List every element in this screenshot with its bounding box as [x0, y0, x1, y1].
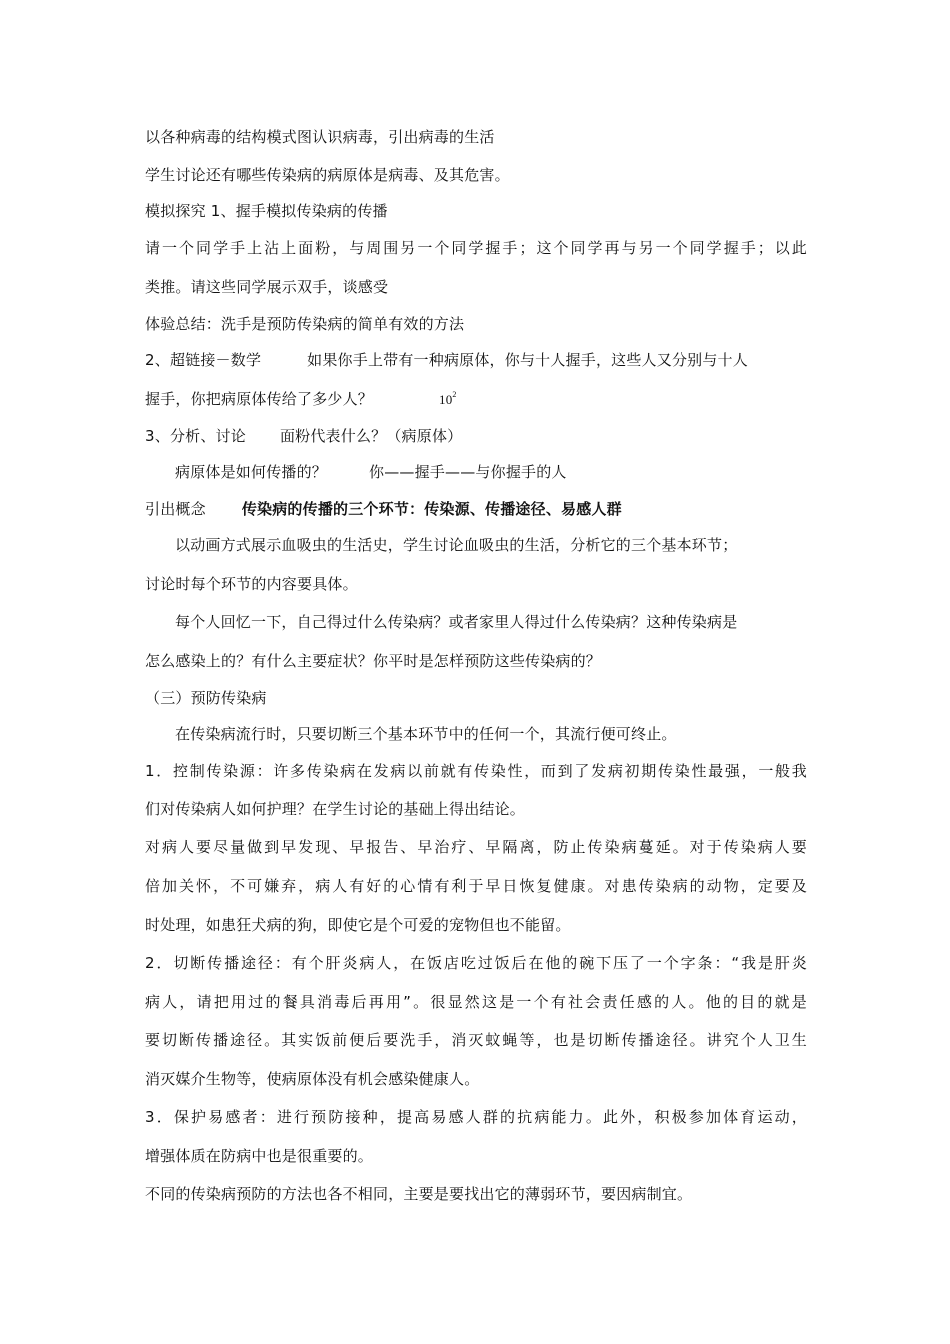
paragraph-line: 倍加关怀，不可嫌弃，病人有好的心情有利于早日恢复健康。对患传染病的动物，定要及 — [145, 877, 807, 895]
section-heading: 3、分析、讨论 — [145, 427, 246, 445]
question-text: 病原体是如何传播的？ — [175, 463, 328, 481]
paragraph-line: 学生讨论还有哪些传染病的病原体是病毒、及其危害。 — [145, 166, 510, 184]
paragraph-line: 增强体质在防病中也是很重要的。 — [145, 1147, 374, 1165]
question-text: 如果你手上带有一种病原体，你与十人握手，这些人又分别与十人 — [307, 351, 748, 369]
paragraph-line — [145, 499, 622, 519]
answer-value: $10^2$ — [439, 390, 457, 407]
question-text: 面粉代表什么？（病原体） — [279, 427, 463, 445]
paragraph-line: 1．控制传染源：许多传染病在发病以前就有传染性，而到了发病初期传染性最强，一般我 — [145, 762, 807, 780]
answer-text: 你——握手——与你握手的人 — [369, 463, 567, 481]
paragraph-line: 对病人要尽量做到早发现、早报告、早治疗、早隔离，防止传染病蔓延。对于传染病人要 — [145, 838, 807, 856]
paragraph-line: 讨论时每个环节的内容要具体。 — [145, 575, 358, 593]
paragraph-line — [145, 350, 748, 370]
question-text: 握手，你把病原体传给了多少人？ — [145, 390, 374, 408]
paragraph-line: 2．切断传播途径：有个肝炎病人，在饭店吃过饭后在他的碗下压了一个字条：“我是肝炎 — [145, 954, 807, 972]
paragraph-line: 类推。请这些同学展示双手，谈感受 — [145, 278, 389, 296]
paragraph-line — [145, 426, 462, 446]
paragraph-line: 体验总结：洗手是预防传染病的简单有效的方法 — [145, 315, 465, 333]
paragraph-line — [175, 462, 567, 482]
paragraph-line: 们对传染病人如何护理？在学生讨论的基础上得出结论。 — [145, 800, 526, 818]
paragraph-line: 请一个同学手上沾上面粉，与周围另一个同学握手；这个同学再与另一个同学握手；以此 — [145, 239, 807, 257]
paragraph-line — [145, 389, 457, 410]
concept-label: 引出概念 — [145, 500, 206, 518]
paragraph-line: 要切断传播途径。其实饭前便后要洗手，消灭蚊蝇等，也是切断传播途径。讲究个人卫生 — [145, 1031, 807, 1049]
exponent: 2 — [452, 390, 457, 399]
paragraph-line: 时处理，如患狂犬病的狗，即使它是个可爱的宠物但也不能留。 — [145, 916, 571, 934]
paragraph-line: 不同的传染病预防的方法也各不相同，主要是要找出它的薄弱环节，要因病制宜。 — [145, 1185, 693, 1203]
paragraph-line: 消灭媒介生物等，使病原体没有机会感染健康人。 — [145, 1070, 480, 1088]
paragraph-line: 模拟探究 1、握手模拟传染病的传播 — [145, 202, 388, 220]
paragraph-line: 3．保护易感者：进行预防接种，提高易感人群的抗病能力。此外，积极参加体育运动， — [145, 1108, 807, 1126]
section-heading: （三）预防传染病 — [145, 689, 267, 707]
paragraph-line: 每个人回忆一下，自己得过什么传染病？或者家里人得过什么传染病？这种传染病是 — [175, 613, 738, 631]
paragraph-line: 怎么感染上的？有什么主要症状？你平时是怎样预防这些传染病的？ — [145, 652, 602, 670]
concept-text: 传染病的传播的三个环节：传染源、传播途径、易感人群 — [241, 500, 622, 518]
paragraph-line: 以各种病毒的结构模式图认识病毒，引出病毒的生活 — [145, 128, 495, 146]
paragraph-line: 在传染病流行时，只要切断三个基本环节中的任何一个，其流行便可终止。 — [175, 725, 677, 743]
section-heading: 2、超链接－数学 — [145, 351, 262, 369]
paragraph-line: 病人，请把用过的餐具消毒后再用”。很显然这是一个有社会责任感的人。他的目的就是 — [145, 993, 807, 1011]
paragraph-line: 以动画方式展示血吸虫的生活史，学生讨论血吸虫的生活，分析它的三个基本环节； — [175, 536, 738, 554]
